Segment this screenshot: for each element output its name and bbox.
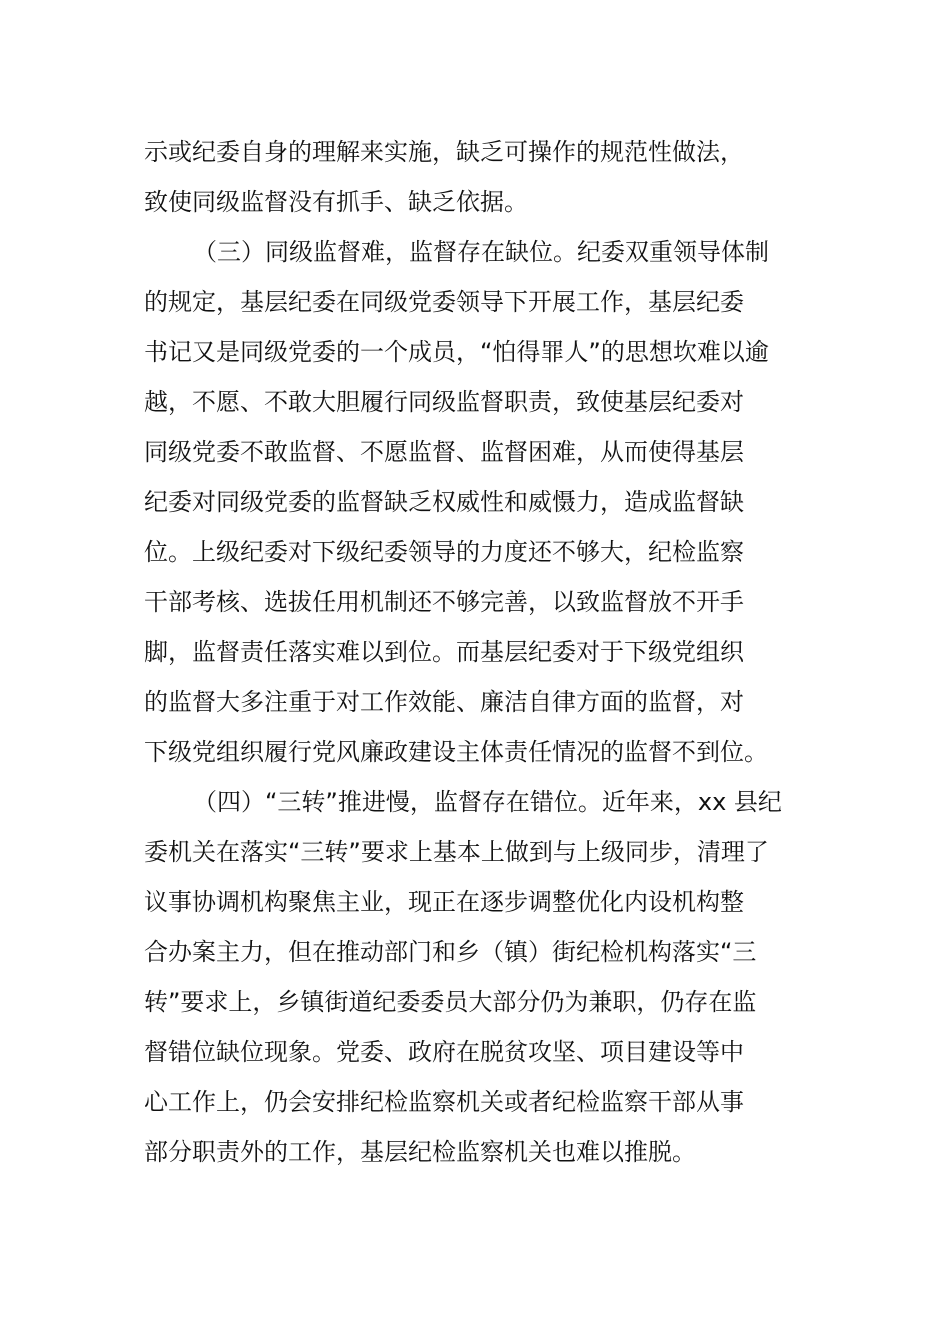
paragraph-heading-3: （三）同级监督难，监督存在缺位。纪委双重领导体制 — [193, 238, 769, 266]
text-line: 示或纪委自身的理解来实施，缺乏可操作的规范性做法， — [144, 138, 744, 166]
text-line: 合办案主力，但在推动部门和乡（镇）街纪检机构落实“三 — [144, 938, 757, 966]
text-line: 部分职责外的工作，基层纪检监察机关也难以推脱。 — [144, 1138, 696, 1166]
text-line: 越，不愿、不敢大胆履行同级监督职责，致使基层纪委对 — [144, 388, 744, 416]
text-line: 位。上级纪委对下级纪委领导的力度还不够大，纪检监察 — [144, 538, 744, 566]
text-line: 督错位缺位现象。党委、政府在脱贫攻坚、项目建设等中 — [144, 1038, 744, 1066]
text-line: 的规定，基层纪委在同级党委领导下开展工作，基层纪委 — [144, 288, 744, 316]
text-line: 心工作上，仍会安排纪检监察机关或者纪检监察干部从事 — [144, 1088, 744, 1116]
text-line: 的监督大多注重于对工作效能、廉洁自律方面的监督，对 — [144, 688, 744, 716]
text-line: 书记又是同级党委的一个成员，“怕得罪人”的思想坎难以逾 — [144, 338, 769, 366]
text-line: 议事协调机构聚焦主业，现正在逐步调整优化内设机构整 — [144, 888, 744, 916]
text-line: 转”要求上，乡镇街道纪委委员大部分仍为兼职，仍存在监 — [144, 988, 757, 1016]
text-line: 纪委对同级党委的监督缺乏权威性和威慑力，造成监督缺 — [144, 488, 744, 516]
text-line: 下级党组织履行党风廉政建设主体责任情况的监督不到位。 — [144, 738, 768, 766]
paragraph-heading-4: （四）“三转”推进慢，监督存在错位。近年来，xx 县纪 — [193, 788, 782, 816]
text-line: 脚，监督责任落实难以到位。而基层纪委对于下级党组织 — [144, 638, 744, 666]
text-line: 干部考核、选拔任用机制还不够完善，以致监督放不开手 — [144, 588, 744, 616]
text-line: 委机关在落实“三转”要求上基本上做到与上级同步，清理了 — [144, 838, 769, 866]
text-line: 同级党委不敢监督、不愿监督、监督困难，从而使得基层 — [144, 438, 744, 466]
text-line: 致使同级监督没有抓手、缺乏依据。 — [144, 188, 528, 216]
